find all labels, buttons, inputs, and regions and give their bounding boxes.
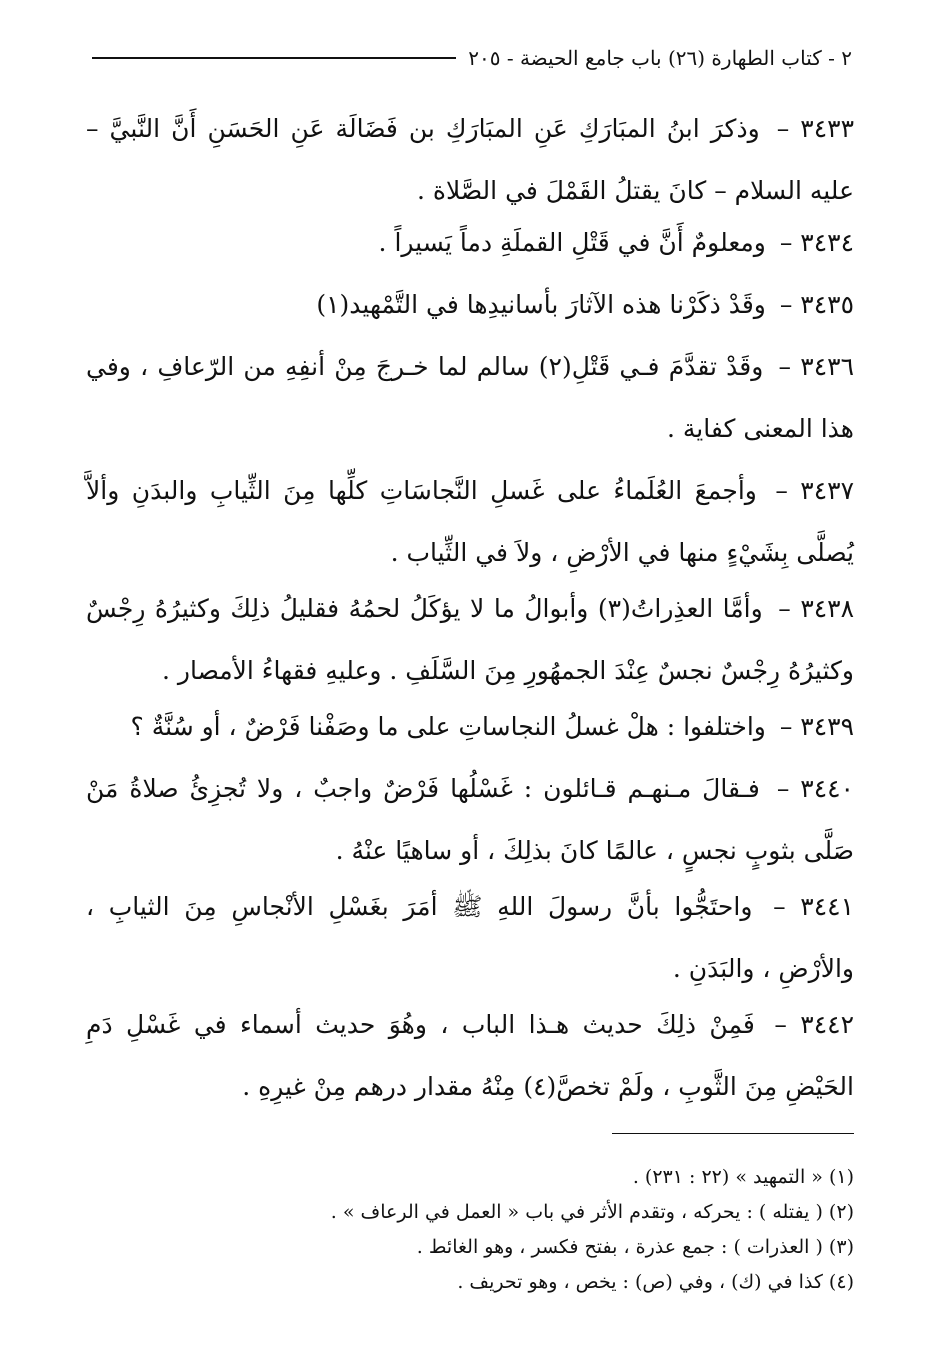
paragraph-number: ٣٤٤٠ –: [776, 774, 854, 803]
paragraph-number: ٣٤٣٦ –: [778, 352, 854, 381]
paragraph-text: واختلفوا : هلْ غسلُ النجاساتِ على ما وصَفْنا فَرْضٌ ، أو سُنَّةٌ ؟: [130, 712, 766, 741]
paragraph-number: ٣٤٣٩ –: [779, 712, 854, 741]
paragraph-number: ٣٤٤١ –: [773, 892, 854, 921]
paragraph-3439: [86, 696, 854, 758]
footnote-4: (٤) كذا في (ك) ، وفي (ص) : يخص ، وهو تحريف .: [457, 1271, 854, 1293]
paragraph-text: ومعلومٌ أَنَّ في قَتْلِ القملَةِ دماً يَسيراً .: [378, 228, 766, 257]
footnote-1: (١) « التمهيد » (٢٢ : ٢٣١) .: [632, 1166, 854, 1188]
paragraph-3433: [86, 98, 854, 222]
paragraph-text: وقَدْ ذكَرْنا هذه الآثارَ بأسانيدِها في التَّمْهيد(١): [316, 290, 766, 319]
footnote-3: (٣) ( العذرات ) : جمع عذرة ، بفتح فكسر ، وهو الغائط .: [416, 1236, 854, 1258]
paragraph-number: ٣٤٣٧ –: [775, 476, 855, 505]
paragraph-3435: [86, 274, 854, 336]
paragraph-3441: [86, 876, 854, 1000]
paragraph-number: ٣٤٤٢ –: [774, 1010, 854, 1039]
paragraph-3440: [86, 758, 854, 882]
paragraph-3434: [86, 212, 854, 274]
page-header: [92, 40, 852, 76]
footnote-2: (٢) ( يفتله ) : يحركه ، وتقدم الأثر في باب « العمل في الرعاف » .: [330, 1201, 854, 1223]
paragraph-number: ٣٤٣٣ –: [776, 114, 854, 143]
paragraph-3438: [86, 578, 854, 702]
paragraph-text: وذكرَ ابنُ المبَارَكِ عَنِ المبَارَكِ بن فَضَالَة عَنِ الحَسَنِ أَنَّ النَّبيَّ – عليه السلام – كانَ يقتلُ القَمْلَ في الصَّلاة .: [86, 114, 854, 205]
paragraph-text: فَمِنْ ذلِكَ حديث هـذا الباب ، وهُوَ حديث أسماء في غَسْلِ دَمِ الحَيْضِ مِنَ الثَّوبِ ، ولَمْ تخصَّ(٤) مِنْهُ مقدار درهم مِنْ غيرِهِ .: [86, 1010, 854, 1101]
header-rule: [92, 57, 456, 59]
paragraph-number: ٣٤٣٤ –: [779, 228, 854, 257]
paragraph-text: وأجمعَ العُلَماءُ على غَسلِ النَّجاسَاتِ كلِّها مِنَ الثِّيابِ والبدَنِ وألاَّ يُصلَّى بِشَيْءٍ منها في الأرْضِ ، ولاَ في الثِّياب .: [86, 476, 854, 567]
paragraph-3436: [86, 336, 854, 460]
paragraph-3442: [86, 994, 854, 1118]
footnotes: [200, 1160, 854, 1300]
running-header: ٢ - كتاب الطهارة (٢٦) باب جامع الحيضة - ٢٠٥: [468, 46, 852, 70]
paragraph-text: وأمَّا العذِراتُ(٣) وأبوالُ ما لا يؤكَلُ لحمُهُ فقليلُ ذلِكَ وكثيرُهُ رِجْسٌ وكثيرُهُ رِجْسٌ نجسٌ عِنْدَ الجمهُورِ مِنَ السَّلَفِ . وعليهِ فقهاءُ الأمصار .: [86, 594, 854, 685]
paragraph-3437: [86, 460, 854, 584]
paragraph-number: ٣٤٣٨ –: [778, 594, 855, 623]
paragraph-text: فـقالَ مـنهـم قـائلون : غَسْلُها فَرْضٌ واجبٌ ، ولا تُجزِئُ صلاةُ مَنْ صَلَّى بثوبٍ نجسٍ ، عالمًا كانَ بذلِكَ ، أو ساهيًا عنْهُ .: [86, 774, 854, 865]
footnote-rule: [612, 1133, 854, 1134]
paragraph-text: وقَدْ تقدَّمَ فـي قَتْلِ(٢) سالم لما خـرجَ مِنْ أنفِهِ من الرّعافِ ، وفي هذا المعنى كفاية .: [86, 352, 854, 443]
paragraph-text: واحتَجُّوا بأنَّ رسولَ اللهِ ﷺ أمَرَ بغَسْلِ الأنْجاسِ مِنَ الثيابِ ، والأرْضِ ، والبَدَنِ .: [86, 892, 854, 983]
paragraph-number: ٣٤٣٥ –: [779, 290, 854, 319]
